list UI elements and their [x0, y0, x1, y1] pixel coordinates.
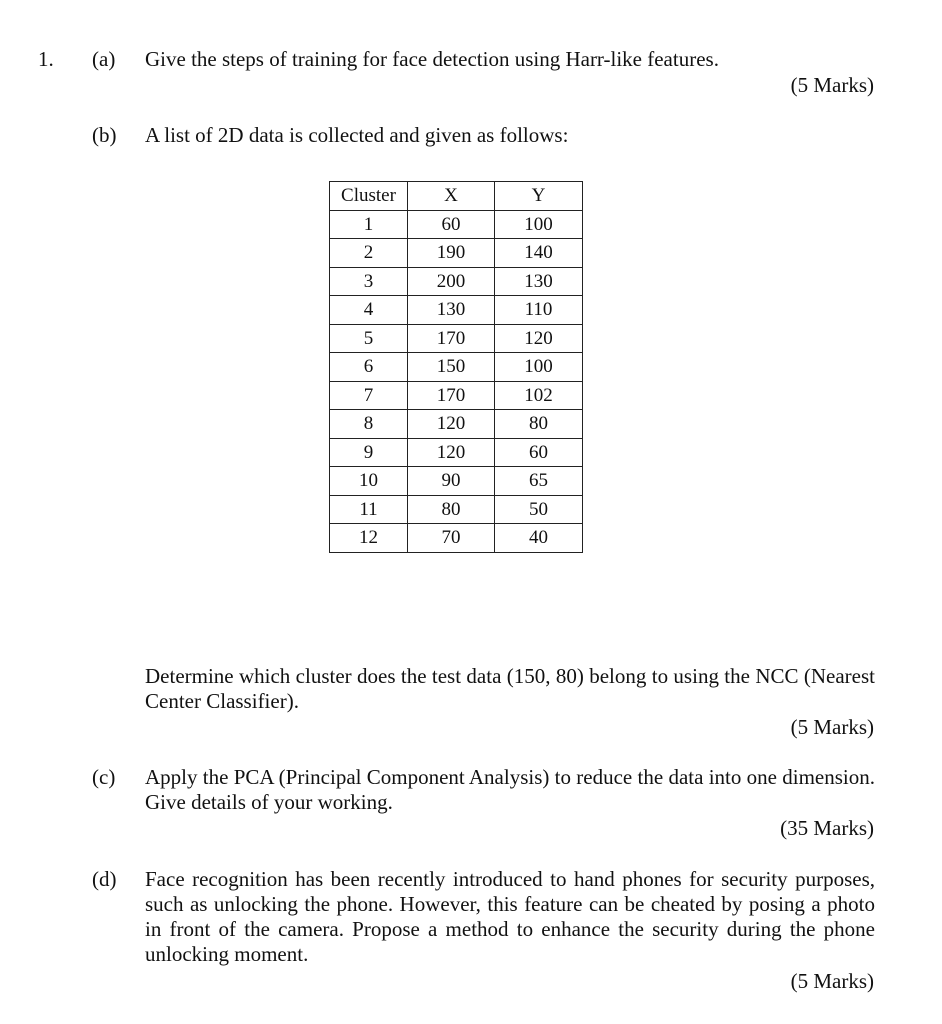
- table-cell-y: 140: [495, 239, 583, 268]
- table-cell-x: 120: [408, 438, 495, 467]
- table-cell-cluster: 10: [330, 467, 408, 496]
- table-cell-x: 170: [408, 324, 495, 353]
- table-cell-cluster: 8: [330, 410, 408, 439]
- table-row: [330, 210, 583, 239]
- table-row: [330, 410, 583, 439]
- table-cell-y: 60: [495, 438, 583, 467]
- part-b-marks: (5 Marks): [790, 715, 874, 739]
- part-c-marks: (35 Marks): [780, 816, 874, 840]
- table-cell-cluster: 2: [330, 239, 408, 268]
- table-cell-cluster: 12: [330, 524, 408, 553]
- table-row: [330, 267, 583, 296]
- part-d-label: (d): [92, 867, 117, 891]
- table-row: [330, 353, 583, 382]
- table-cell-y: 100: [495, 353, 583, 382]
- table-body: [330, 210, 583, 552]
- table-cell-x: 200: [408, 267, 495, 296]
- table-cell-cluster: 5: [330, 324, 408, 353]
- part-a-label: (a): [92, 47, 116, 71]
- table-cell-x: 130: [408, 296, 495, 325]
- table-row: [330, 381, 583, 410]
- table-cell-y: 50: [495, 495, 583, 524]
- table-cell-y: 65: [495, 467, 583, 496]
- part-a-text: Give the steps of training for face detection using Harr-like features.: [145, 47, 719, 71]
- table-header-row: [330, 182, 583, 211]
- table-cell-y: 120: [495, 324, 583, 353]
- part-c-label: (c): [92, 765, 116, 789]
- table-cell-x: 60: [408, 210, 495, 239]
- table-cell-y: 110: [495, 296, 583, 325]
- data-table: [329, 181, 583, 553]
- table-cell-x: 150: [408, 353, 495, 382]
- table-cell-cluster: 6: [330, 353, 408, 382]
- table-row: [330, 239, 583, 268]
- table-cell-x: 90: [408, 467, 495, 496]
- table-cell-cluster: 9: [330, 438, 408, 467]
- table-row: [330, 524, 583, 553]
- table-row: [330, 324, 583, 353]
- table-cell-cluster: 7: [330, 381, 408, 410]
- table-header-y: Y: [495, 182, 583, 211]
- table-cell-y: 100: [495, 210, 583, 239]
- part-c-text: Apply the PCA (Principal Component Analysis) to reduce the data into one dimension. Give details of your working.: [145, 765, 875, 814]
- table-cell-y: 102: [495, 381, 583, 410]
- table-cell-y: 130: [495, 267, 583, 296]
- table-cell-y: 80: [495, 410, 583, 439]
- table-cell-cluster: 3: [330, 267, 408, 296]
- part-b-text: Determine which cluster does the test data (150, 80) belong to using the NCC (Nearest Center Classifier).: [145, 664, 875, 713]
- table-cell-x: 80: [408, 495, 495, 524]
- part-b-intro: A list of 2D data is collected and given as follows:: [145, 123, 569, 147]
- table-row: [330, 438, 583, 467]
- table-header-cluster: Cluster: [330, 182, 408, 211]
- table-cell-x: 170: [408, 381, 495, 410]
- table-cell-x: 120: [408, 410, 495, 439]
- table-row: [330, 495, 583, 524]
- table-header-x: X: [408, 182, 495, 211]
- table-row: [330, 296, 583, 325]
- part-d-text: Face recognition has been recently introduced to hand phones for security purposes, such as unlocking the phone. However, this feature can be cheated by posing a photo in front of the camera. Propose a method to enhance the security during the phone unlocking moment.: [145, 867, 875, 966]
- part-a-marks: (5 Marks): [790, 73, 874, 97]
- question-number: 1.: [38, 47, 54, 71]
- table-cell-cluster: 11: [330, 495, 408, 524]
- table-cell-x: 190: [408, 239, 495, 268]
- table-cell-y: 40: [495, 524, 583, 553]
- table-row: [330, 467, 583, 496]
- table-cell-cluster: 4: [330, 296, 408, 325]
- table-cell-x: 70: [408, 524, 495, 553]
- part-d-marks: (5 Marks): [790, 969, 874, 993]
- part-b-label: (b): [92, 123, 117, 147]
- table-cell-cluster: 1: [330, 210, 408, 239]
